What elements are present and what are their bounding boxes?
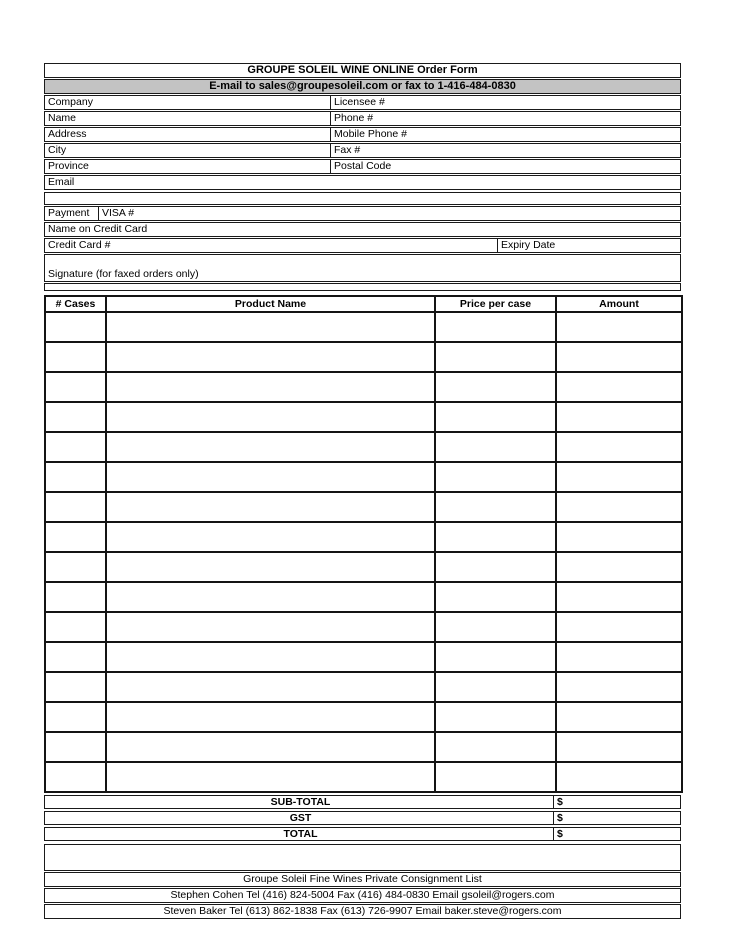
order-cell-price[interactable] — [435, 312, 556, 342]
order-row — [45, 522, 682, 552]
total-label: TOTAL — [283, 828, 318, 840]
order-cell-cases[interactable] — [45, 762, 106, 792]
province-field[interactable] — [45, 160, 331, 173]
order-cell-cases[interactable] — [45, 732, 106, 762]
form-title-text: GROUPE SOLEIL WINE ONLINE Order Form — [247, 64, 478, 76]
signature-label: Signature (for faxed orders only) — [48, 267, 199, 280]
order-row — [45, 672, 682, 702]
order-cell-product[interactable] — [106, 672, 435, 702]
gst-currency: $ — [557, 812, 563, 824]
order-cell-cases[interactable] — [45, 342, 106, 372]
row-payment-visa — [44, 206, 681, 221]
phone-field[interactable] — [331, 112, 680, 125]
email-field[interactable] — [45, 176, 680, 189]
gst-label: GST — [289, 812, 312, 824]
subtotal-label: SUB-TOTAL — [270, 796, 331, 808]
expiry-date-field[interactable] — [498, 239, 680, 252]
order-cell-cases[interactable] — [45, 372, 106, 402]
order-cell-amount[interactable] — [556, 672, 682, 702]
email-fax-banner — [44, 79, 681, 94]
footer-consignment-text: Groupe Soleil Fine Wines Private Consignment List — [243, 873, 482, 886]
order-cell-product[interactable] — [106, 462, 435, 492]
row-name-on-card — [44, 222, 681, 237]
visa-number-label: VISA # — [102, 207, 135, 220]
order-cell-price[interactable] — [435, 372, 556, 402]
row-card-expiry — [44, 238, 681, 253]
signature-field[interactable] — [44, 254, 681, 282]
province-label: Province — [48, 160, 89, 173]
licensee-label: Licensee # — [334, 96, 385, 109]
order-cell-product[interactable] — [106, 402, 435, 432]
order-cell-amount[interactable] — [556, 522, 682, 552]
order-cell-amount[interactable] — [556, 372, 682, 402]
payment-label: Payment — [48, 207, 90, 220]
row-address-mobile — [44, 127, 681, 142]
order-cell-product[interactable] — [106, 552, 435, 582]
row-email — [44, 175, 681, 190]
gst-amount-field[interactable] — [554, 812, 680, 824]
order-cell-amount[interactable] — [556, 612, 682, 642]
gst-row — [44, 811, 681, 825]
blank-thin-row — [44, 283, 681, 291]
card-number-field[interactable] — [45, 239, 498, 252]
header-price-per-case: Price per case — [435, 296, 556, 312]
order-row — [45, 582, 682, 612]
order-cell-product[interactable] — [106, 612, 435, 642]
order-cell-product[interactable] — [106, 642, 435, 672]
order-row — [45, 462, 682, 492]
order-cell-price[interactable] — [435, 462, 556, 492]
email-fax-banner-text: E-mail to sales@groupesoleil.com or fax to 1-416-484-0830 — [209, 80, 516, 92]
order-cell-amount[interactable] — [556, 732, 682, 762]
order-cell-cases[interactable] — [45, 672, 106, 702]
order-row — [45, 372, 682, 402]
gst-label-cell — [45, 812, 554, 824]
row-company-licensee — [44, 95, 681, 110]
order-row — [45, 702, 682, 732]
phone-label: Phone # — [334, 112, 374, 125]
row-city-fax — [44, 143, 681, 158]
total-currency: $ — [557, 828, 563, 840]
footer-contact1-row — [44, 888, 681, 903]
footer-contact1-text: Stephen Cohen Tel (416) 824-5004 Fax (416) 484-0830 Email gsoleil@rogers.com — [170, 889, 555, 902]
order-row — [45, 612, 682, 642]
order-row — [45, 732, 682, 762]
order-row — [45, 492, 682, 522]
row-name-phone — [44, 111, 681, 126]
address-label: Address — [48, 128, 87, 141]
header-amount: Amount — [556, 296, 682, 312]
licensee-field[interactable] — [331, 96, 680, 109]
city-label: City — [48, 144, 67, 157]
header-cases: # Cases — [45, 296, 106, 312]
order-cell-cases[interactable] — [45, 492, 106, 522]
fax-field[interactable] — [331, 144, 680, 157]
subtotal-label-cell — [45, 796, 554, 808]
order-cell-amount[interactable] — [556, 702, 682, 732]
subtotal-row — [44, 795, 681, 809]
expiry-date-label: Expiry Date — [501, 239, 556, 252]
order-cell-price[interactable] — [435, 402, 556, 432]
address-field[interactable] — [45, 128, 331, 141]
order-cell-amount[interactable] — [556, 582, 682, 612]
order-cell-cases[interactable] — [45, 432, 106, 462]
footer-contact2-row — [44, 904, 681, 919]
order-cell-price[interactable] — [435, 552, 556, 582]
order-cell-cases[interactable] — [45, 612, 106, 642]
total-label-cell — [45, 828, 554, 840]
order-cell-price[interactable] — [435, 702, 556, 732]
order-row — [45, 342, 682, 372]
order-cell-product[interactable] — [106, 702, 435, 732]
total-amount-field[interactable] — [554, 828, 680, 840]
order-cell-cases[interactable] — [45, 522, 106, 552]
name-field[interactable] — [45, 112, 331, 125]
order-cell-amount[interactable] — [556, 762, 682, 792]
name-on-card-label: Name on Credit Card — [48, 223, 148, 236]
fax-label: Fax # — [334, 144, 361, 157]
order-row — [45, 312, 682, 342]
order-form — [44, 63, 681, 919]
order-table-header-row — [45, 296, 682, 312]
postal-code-label: Postal Code — [334, 160, 392, 173]
order-cell-product[interactable] — [106, 762, 435, 792]
order-cell-amount[interactable] — [556, 552, 682, 582]
total-row — [44, 827, 681, 841]
order-cell-product[interactable] — [106, 582, 435, 612]
form-title — [44, 63, 681, 78]
order-cell-price[interactable] — [435, 672, 556, 702]
order-cell-amount[interactable] — [556, 492, 682, 522]
blank-tall-row — [44, 844, 681, 871]
order-cell-cases[interactable] — [45, 312, 106, 342]
order-row — [45, 642, 682, 672]
order-cell-cases[interactable] — [45, 462, 106, 492]
order-cell-amount[interactable] — [556, 342, 682, 372]
name-on-card-field[interactable] — [45, 223, 680, 236]
row-province-postal — [44, 159, 681, 174]
order-cell-amount[interactable] — [556, 312, 682, 342]
payment-label-cell — [45, 207, 99, 220]
visa-number-field[interactable] — [99, 207, 680, 220]
order-cell-cases[interactable] — [45, 402, 106, 432]
postal-code-field[interactable] — [331, 160, 680, 173]
signature-cell — [45, 255, 680, 281]
email-label: Email — [48, 176, 75, 189]
order-cell-product[interactable] — [106, 432, 435, 462]
order-cell-price[interactable] — [435, 642, 556, 672]
order-cell-price[interactable] — [435, 612, 556, 642]
order-row — [45, 552, 682, 582]
order-cell-cases[interactable] — [45, 702, 106, 732]
subtotal-amount-field[interactable] — [554, 796, 680, 808]
order-table-body — [45, 312, 682, 792]
order-cell-product[interactable] — [106, 342, 435, 372]
order-cell-price[interactable] — [435, 522, 556, 552]
order-cell-amount[interactable] — [556, 402, 682, 432]
order-cell-product[interactable] — [106, 492, 435, 522]
order-row — [45, 762, 682, 792]
blank-row — [44, 192, 681, 205]
order-cell-amount[interactable] — [556, 432, 682, 462]
order-cell-amount[interactable] — [556, 462, 682, 492]
order-cell-cases[interactable] — [45, 582, 106, 612]
mobile-phone-label: Mobile Phone # — [334, 128, 407, 141]
order-cell-price[interactable] — [435, 732, 556, 762]
order-table — [44, 295, 683, 793]
mobile-phone-field[interactable] — [331, 128, 680, 141]
footer-contact2-text: Steven Baker Tel (613) 862-1838 Fax (613) 726-9907 Email baker.steve@rogers.com — [163, 905, 562, 918]
company-label: Company — [48, 96, 93, 109]
order-cell-amount[interactable] — [556, 642, 682, 672]
order-cell-product[interactable] — [106, 312, 435, 342]
card-number-label: Credit Card # — [48, 239, 111, 252]
subtotal-currency: $ — [557, 796, 563, 808]
name-label: Name — [48, 112, 77, 125]
order-cell-cases[interactable] — [45, 642, 106, 672]
order-row — [45, 432, 682, 462]
order-cell-price[interactable] — [435, 492, 556, 522]
order-cell-price[interactable] — [435, 762, 556, 792]
order-cell-price[interactable] — [435, 342, 556, 372]
order-cell-cases[interactable] — [45, 552, 106, 582]
order-cell-product[interactable] — [106, 522, 435, 552]
city-field[interactable] — [45, 144, 331, 157]
footer-consignment-row — [44, 872, 681, 887]
order-cell-price[interactable] — [435, 432, 556, 462]
order-cell-product[interactable] — [106, 732, 435, 762]
order-row — [45, 402, 682, 432]
company-field[interactable] — [45, 96, 331, 109]
header-product-name: Product Name — [106, 296, 435, 312]
order-cell-price[interactable] — [435, 582, 556, 612]
order-cell-product[interactable] — [106, 372, 435, 402]
